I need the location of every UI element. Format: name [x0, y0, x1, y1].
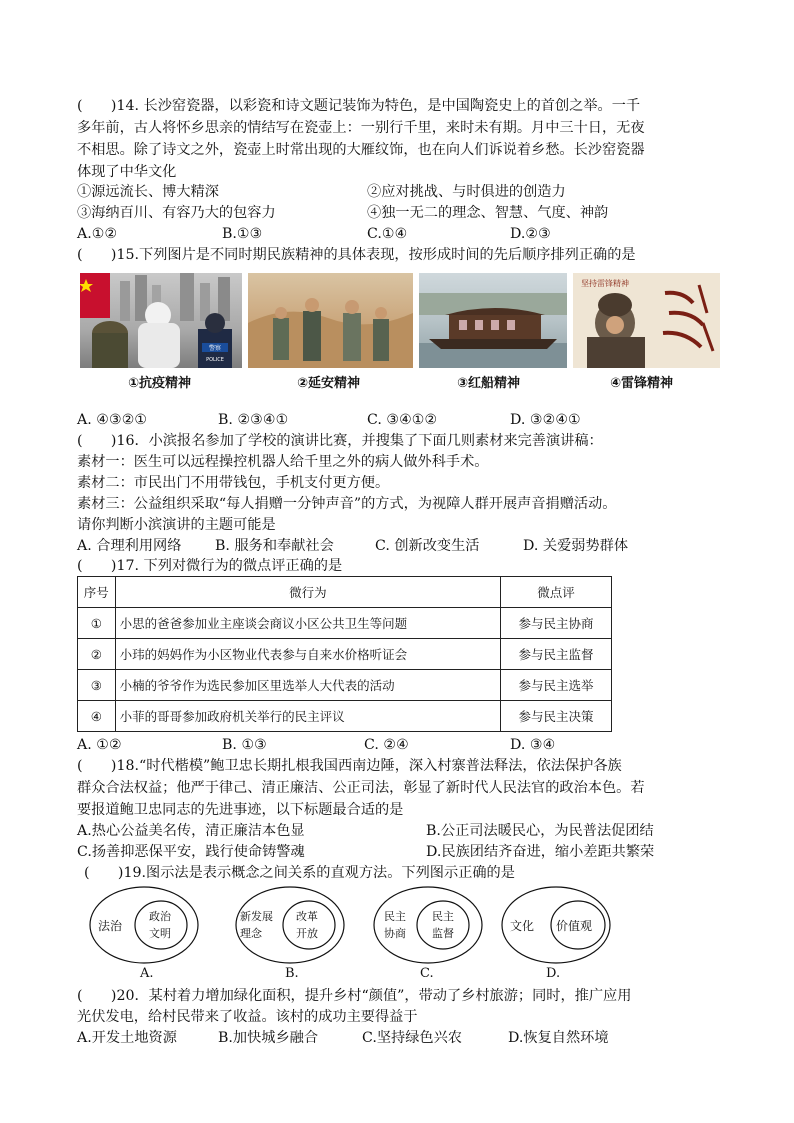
q17-table-header — [78, 577, 612, 608]
q20-option-d[interactable]: D.恢复自然环境 — [508, 1030, 609, 1046]
q15-option-b[interactable]: B. ②③④① — [218, 412, 289, 428]
q20-stem-line-1: ( )20．某村着力增加绿化面积，提升乡村“颜值”，带动了乡村旅游；同时，推广应用 — [77, 988, 632, 1004]
q14-option-a[interactable]: A.①② — [77, 226, 118, 242]
table-row — [78, 608, 612, 639]
q17-stem: ( )17. 下列对微行为的微点评正确的是 — [77, 558, 343, 574]
table-row — [78, 670, 612, 701]
q18-option-b[interactable]: B.公正司法暖民心，为民普法促团结 — [426, 823, 654, 839]
q16-material-2: 素材二：市民出门不用带钱包，手机支付更方便。 — [77, 475, 390, 491]
diagram-c-outer-1: 民主 — [384, 910, 406, 923]
q14-item-1: ①源远流长、博大精深 — [77, 184, 219, 200]
diagram-a-outer: 法治 — [98, 919, 123, 933]
diagram-c-inner-2: 监督 — [432, 927, 454, 940]
table-row — [78, 639, 612, 670]
diagram-d-inner: 价值观 — [556, 919, 593, 933]
table-row — [78, 701, 612, 732]
row-no: ④ — [78, 701, 116, 732]
caption-yanan: ②延安精神 — [297, 376, 361, 391]
q17-option-c[interactable]: C. ②④ — [364, 737, 409, 753]
q20-stem-line-2: 光伏发电，给村民带来了收益。该村的成功主要得益于 — [77, 1009, 418, 1025]
q14-item-4: ④独一无二的理念、智慧、气度、神韵 — [367, 205, 609, 221]
diagram-c[interactable] — [372, 884, 484, 966]
q14-stem-line-4: 体现了中华文化 — [77, 164, 177, 180]
q18-option-a[interactable]: A.热心公益美名传，清正廉洁本色显 — [77, 823, 305, 839]
q14-stem-line-1: ( )14. 长沙窑瓷器，以彩瓷和诗文题记装饰为特色，是中国陶瓷史上的首创之举。一千 — [77, 98, 641, 114]
q19-stem: ( )19.图示法是表示概念之间关系的直观方法。下列图示正确的是 — [84, 865, 515, 881]
q16-option-a[interactable]: A. 合理利用网络 — [77, 538, 182, 554]
q17-option-a[interactable]: A. ①② — [77, 737, 122, 753]
q18-option-c[interactable]: C.扬善抑恶保平安，践行使命铸警魂 — [77, 844, 305, 860]
diagram-a-inner-1: 政治 — [149, 910, 171, 923]
row-comment: 参与民主协商 — [501, 608, 612, 639]
diagram-c-label: C. — [420, 966, 434, 981]
row-behavior: 小楠的爷爷作为选民参加区里选举人大代表的活动 — [115, 670, 500, 701]
diagram-d-outer: 文化 — [510, 919, 535, 933]
row-comment: 参与民主决策 — [501, 701, 612, 732]
caption-leifeng: ④雷锋精神 — [610, 376, 674, 391]
q20-option-a[interactable]: A.开发土地资源 — [77, 1030, 177, 1046]
q16-option-d[interactable]: D. 关爱弱势群体 — [523, 538, 629, 554]
row-behavior: 小玮的妈妈作为小区物业代表参与自来水价格听证会 — [115, 639, 500, 670]
diagram-c-outer-2: 协商 — [384, 927, 406, 940]
caption-anti-epidemic: ①抗疫精神 — [128, 376, 192, 391]
q18-stem-line-2: 群众合法权益；他严于律己、清正廉洁、公正司法，彰显了新时代人民法官的政治本色。若 — [77, 780, 645, 796]
red-boat-illustration — [419, 273, 567, 368]
q14-option-b[interactable]: B.①③ — [222, 226, 263, 242]
row-comment: 参与民主监督 — [501, 639, 612, 670]
photo-leifeng — [573, 273, 720, 368]
diagram-b-inner-1: 改革 — [296, 910, 318, 923]
yanan-painting — [248, 273, 413, 368]
q17-option-b[interactable]: B. ①③ — [222, 737, 267, 753]
q20-option-b[interactable]: B.加快城乡融合 — [218, 1030, 319, 1046]
diagram-b[interactable] — [234, 884, 346, 966]
row-behavior: 小菲的哥哥参加政府机关举行的民主评议 — [115, 701, 500, 732]
q14-item-3: ③海纳百川、有容乃大的包容力 — [77, 205, 276, 221]
row-no: ② — [78, 639, 116, 670]
q20-option-c[interactable]: C.坚持绿色兴农 — [362, 1030, 462, 1046]
header-no: 序号 — [78, 577, 116, 608]
q16-option-b[interactable]: B. 服务和奉献社会 — [215, 538, 334, 554]
diagram-d[interactable] — [500, 884, 612, 966]
q15-stem: ( )15.下列图片是不同时期民族精神的具体表现，按形成时间的先后顺序排列正确的是 — [77, 247, 636, 263]
poster-title: 坚持雷锋精神 — [581, 279, 629, 288]
row-no: ① — [78, 608, 116, 639]
diagram-b-inner-2: 开放 — [296, 927, 318, 940]
q15-option-a[interactable]: A. ④③②① — [77, 412, 148, 428]
diagram-b-outer-2: 理念 — [240, 927, 262, 940]
diagram-a-label: A. — [140, 966, 154, 981]
row-behavior: 小思的爸爸参加业主座谈会商议小区公共卫生等问题 — [115, 608, 500, 639]
photo-red-boat — [419, 273, 567, 368]
q16-option-c[interactable]: C. 创新改变生活 — [375, 538, 480, 554]
diagram-a[interactable] — [88, 884, 200, 966]
caption-red-boat: ③红船精神 — [457, 376, 521, 391]
leifeng-poster — [573, 273, 720, 368]
q14-option-d[interactable]: D.②③ — [510, 226, 551, 242]
q14-stem-line-3: 不相思。除了诗文之外，瓷壶上时常出现的大雁纹饰，也在向人们诉说着乡愁。长沙窑瓷器 — [77, 142, 645, 158]
q14-item-2: ②应对挑战、与时俱进的创造力 — [367, 184, 566, 200]
police-badge-text: 警察 — [208, 345, 222, 352]
q18-stem-line-1: ( )18.“时代楷模”鲍卫忠长期扎根我国西南边陲，深入村寨普法释法，依法保护各族 — [77, 758, 622, 774]
q17-option-d[interactable]: D. ③④ — [510, 737, 556, 753]
q14-option-c[interactable]: C.①④ — [367, 226, 408, 242]
photo-anti-epidemic — [80, 273, 242, 368]
q18-stem-line-3: 要报道鲍卫忠同志的先进事迹，以下标题最合适的是 — [77, 802, 404, 818]
header-comment: 微点评 — [501, 577, 612, 608]
diagram-b-label: B. — [285, 966, 299, 981]
photo-yanan — [248, 273, 413, 368]
q15-option-c[interactable]: C. ③④①② — [367, 412, 438, 428]
q14-stem-line-2: 多年前，古人将怀乡思亲的情结写在瓷壶上：一别行千里，来时未有期。月中三十日，无夜 — [77, 120, 645, 136]
row-comment: 参与民主选举 — [501, 670, 612, 701]
diagram-a-inner-2: 文明 — [149, 927, 171, 940]
header-behavior: 微行为 — [115, 577, 500, 608]
q18-option-d[interactable]: D.民族团结齐奋进，缩小差距共繁荣 — [426, 844, 655, 860]
row-no: ③ — [78, 670, 116, 701]
anti-epidemic-illustration — [80, 273, 242, 368]
q16-stem: ( )16．小滨报名参加了学校的演讲比赛，并搜集了下面几则素材来完善演讲稿： — [77, 433, 603, 449]
diagram-b-outer-1: 新发展 — [240, 910, 273, 923]
q15-option-d[interactable]: D. ③②④① — [510, 412, 581, 428]
q17-table — [77, 576, 612, 732]
q16-ask: 请你判断小滨演讲的主题可能是 — [77, 517, 276, 533]
q16-material-3: 素材三：公益组织采取“每人捐赠一分钟声音”的方式，为视障人群开展声音捐赠活动。 — [77, 496, 617, 512]
q16-material-1: 素材一：医生可以远程操控机器人给千里之外的病人做外科手术。 — [77, 454, 489, 470]
diagram-c-inner-1: 民主 — [432, 910, 454, 923]
police-badge-en: POLICE — [206, 357, 224, 363]
diagram-d-label: D. — [546, 966, 561, 981]
